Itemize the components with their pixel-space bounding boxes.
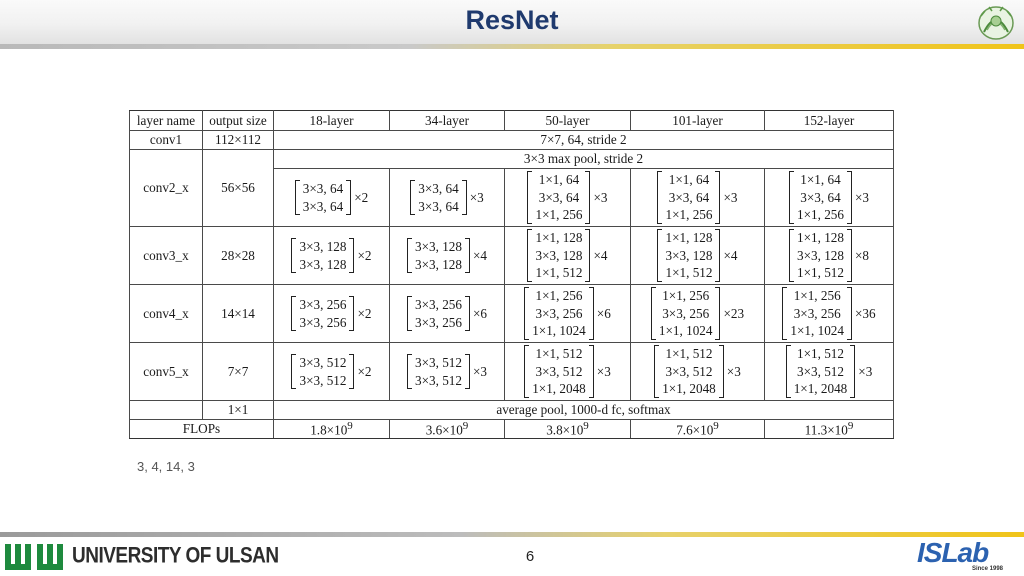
table-row-conv4 xyxy=(130,285,894,343)
bracket-matrix xyxy=(789,171,852,224)
table-row-conv1 xyxy=(130,131,894,150)
block-cell xyxy=(631,169,765,227)
block-line: 3×3, 512 xyxy=(299,355,347,370)
block-spec xyxy=(277,296,386,331)
block-line: 3×3, 64 xyxy=(302,181,344,196)
block-multiplier: ×2 xyxy=(357,363,372,379)
block-line: 3×3, 64 xyxy=(538,189,580,205)
block-spec xyxy=(768,345,890,398)
block-line: 3×3, 256 xyxy=(662,305,710,321)
block-line: 1×1, 256 xyxy=(796,207,844,223)
flops-value: 3.6×10 xyxy=(425,422,463,438)
lab-logo xyxy=(917,538,1017,574)
block-line: 3×3, 64 xyxy=(800,189,841,205)
layer-name-cell xyxy=(130,401,203,420)
block-line: 1×1, 128 xyxy=(535,230,583,246)
bracket-matrix xyxy=(657,171,720,224)
block-cell xyxy=(765,169,894,227)
layer-name-cell: conv5_x xyxy=(130,343,203,401)
pool-spec-cell: 3×3 max pool, stride 2 xyxy=(274,150,894,169)
block-line: 1×1, 64 xyxy=(800,172,841,188)
block-line: 3×3, 64 xyxy=(302,198,344,214)
block-line: 3×3, 128 xyxy=(414,239,462,254)
block-line: 1×1, 1024 xyxy=(790,323,844,339)
flops-cell xyxy=(274,420,390,439)
output-size-cell: 56×56 xyxy=(203,150,274,227)
block-cell xyxy=(765,227,894,285)
table-row-flops xyxy=(130,420,894,439)
block-spec xyxy=(634,287,761,340)
block-line: 1×1, 1024 xyxy=(532,323,586,339)
flops-value: 11.3×10 xyxy=(804,422,848,438)
header-divider xyxy=(0,44,1024,49)
block-line: 1×1, 64 xyxy=(538,172,580,188)
layer-name-cell: conv2_x xyxy=(130,150,203,227)
bracket-matrix xyxy=(654,345,724,398)
bracket-matrix xyxy=(789,229,852,282)
flops-value: 1.8×10 xyxy=(310,422,348,438)
block-cell xyxy=(274,285,390,343)
bracket-matrix xyxy=(407,296,470,331)
column-header: 50-layer xyxy=(505,111,631,131)
block-multiplier: ×3 xyxy=(472,363,488,379)
block-cell xyxy=(765,285,894,343)
bracket-matrix xyxy=(651,287,721,340)
flops-value: 3.8×10 xyxy=(546,422,584,438)
block-multiplier: ×2 xyxy=(354,189,369,205)
university-logo xyxy=(4,541,279,573)
block-cell xyxy=(505,343,631,401)
column-header: 34-layer xyxy=(390,111,505,131)
block-cell xyxy=(631,343,765,401)
flops-exponent: 9 xyxy=(583,420,589,432)
block-spec xyxy=(634,229,761,282)
block-multiplier: ×3 xyxy=(469,189,484,205)
table-row-conv3 xyxy=(130,227,894,285)
flops-exponent: 9 xyxy=(347,420,353,432)
block-spec xyxy=(393,296,501,331)
output-size-cell: 1×1 xyxy=(203,401,274,420)
block-line: 3×3, 128 xyxy=(796,247,844,263)
flops-exponent: 9 xyxy=(713,420,719,432)
output-size-cell: 112×112 xyxy=(203,131,274,150)
block-spec xyxy=(508,287,627,340)
block-line: 1×1, 64 xyxy=(668,172,710,188)
block-line: 1×1, 512 xyxy=(665,346,713,362)
slide-title: ResNet xyxy=(465,5,559,35)
column-header: 18-layer xyxy=(274,111,390,131)
bracket-matrix xyxy=(657,229,720,282)
block-spec xyxy=(393,238,501,273)
block-multiplier: ×36 xyxy=(854,305,876,321)
bracket-matrix xyxy=(527,229,590,282)
block-line: 1×1, 512 xyxy=(796,265,844,281)
block-spec xyxy=(768,229,890,282)
block-spec xyxy=(634,171,761,224)
block-line: 1×1, 2048 xyxy=(532,381,586,397)
block-line: 3×3, 128 xyxy=(299,256,347,272)
lab-name: ISLab xyxy=(917,537,989,568)
block-multiplier: ×3 xyxy=(726,363,741,379)
block-multiplier: ×3 xyxy=(596,363,611,379)
block-spec xyxy=(393,354,501,389)
block-line: 1×1, 128 xyxy=(796,230,844,246)
block-line: 3×3, 128 xyxy=(414,256,462,272)
block-cell xyxy=(390,285,505,343)
bracket-matrix xyxy=(410,180,466,215)
block-line: 3×3, 512 xyxy=(665,363,713,379)
table-row-final xyxy=(130,401,894,420)
block-spec xyxy=(768,171,890,224)
bracket-matrix xyxy=(295,180,351,215)
block-spec xyxy=(277,238,386,273)
table-row-pool xyxy=(130,150,894,169)
column-header: 152-layer xyxy=(765,111,894,131)
block-line: 3×3, 256 xyxy=(414,314,462,330)
block-cell xyxy=(274,343,390,401)
flops-cell xyxy=(505,420,631,439)
bracket-matrix xyxy=(782,287,852,340)
output-size-cell: 7×7 xyxy=(203,343,274,401)
block-cell xyxy=(390,227,505,285)
block-line: 3×3, 256 xyxy=(299,297,347,312)
block-cell xyxy=(274,169,390,227)
block-line: 3×3, 128 xyxy=(535,247,583,263)
block-spec xyxy=(277,180,386,215)
block-multiplier: ×3 xyxy=(854,189,870,205)
block-spec xyxy=(508,345,627,398)
block-line: 1×1, 256 xyxy=(535,207,583,223)
block-multiplier: ×2 xyxy=(357,247,372,263)
block-line: 1×1, 256 xyxy=(665,207,713,223)
block-multiplier: ×3 xyxy=(593,189,608,205)
bracket-matrix xyxy=(407,238,470,273)
block-cell xyxy=(390,169,505,227)
flops-cell xyxy=(765,420,894,439)
bracket-matrix xyxy=(291,238,354,273)
block-cell xyxy=(505,285,631,343)
block-multiplier: ×4 xyxy=(593,247,608,263)
output-size-cell: 14×14 xyxy=(203,285,274,343)
table-row-conv5 xyxy=(130,343,894,401)
block-cell xyxy=(505,227,631,285)
block-line: 1×1, 512 xyxy=(535,265,583,281)
column-header: 101-layer xyxy=(631,111,765,131)
block-multiplier: ×4 xyxy=(472,247,488,263)
block-cell xyxy=(765,343,894,401)
block-multiplier: ×4 xyxy=(723,247,738,263)
block-line: 3×3, 512 xyxy=(414,355,462,370)
flops-cell xyxy=(390,420,505,439)
block-multiplier: ×3 xyxy=(858,363,873,379)
block-spec xyxy=(768,287,890,340)
block-spec xyxy=(634,345,761,398)
block-line: 3×3, 512 xyxy=(535,363,583,379)
layer-name-cell: conv1 xyxy=(130,131,203,150)
block-line: 1×1, 2048 xyxy=(662,381,716,397)
block-line: 3×3, 512 xyxy=(414,372,462,388)
block-line: 3×3, 256 xyxy=(299,314,347,330)
bracket-matrix xyxy=(291,354,354,389)
bracket-matrix xyxy=(291,296,354,331)
conv1-spec-cell: 7×7, 64, stride 2 xyxy=(274,131,894,150)
bracket-matrix xyxy=(527,171,590,224)
block-line: 3×3, 512 xyxy=(796,363,844,379)
block-multiplier: ×6 xyxy=(596,305,611,321)
block-cell xyxy=(631,285,765,343)
block-line: 3×3, 64 xyxy=(668,189,710,205)
block-line: 1×1, 128 xyxy=(665,230,713,246)
bracket-matrix xyxy=(524,287,594,340)
resnet-architecture-table-wrap xyxy=(129,110,894,439)
flops-exponent: 9 xyxy=(462,420,469,432)
block-spec xyxy=(508,171,627,224)
block-multiplier: ×23 xyxy=(723,305,745,321)
page-number: 6 xyxy=(525,548,535,565)
block-multiplier: ×3 xyxy=(723,189,738,205)
resnet-architecture-table xyxy=(129,110,894,439)
footer-divider xyxy=(0,532,1024,537)
final-spec-cell: average pool, 1000-d fc, softmax xyxy=(274,401,894,420)
bracket-matrix xyxy=(407,354,470,389)
block-line: 3×3, 64 xyxy=(418,198,459,214)
block-line: 3×3, 64 xyxy=(418,181,459,196)
block-multiplier: ×8 xyxy=(854,247,870,263)
block-line: 1×1, 256 xyxy=(662,288,710,304)
bracket-matrix xyxy=(524,345,594,398)
flops-value: 7.6×10 xyxy=(676,422,714,438)
block-spec xyxy=(508,229,627,282)
block-line: 1×1, 256 xyxy=(535,288,583,304)
university-mark-icon xyxy=(4,542,66,572)
layer-name-cell: conv4_x xyxy=(130,285,203,343)
block-cell xyxy=(505,169,631,227)
block-line: 3×3, 256 xyxy=(793,305,841,321)
university-emblem-icon xyxy=(975,2,1017,42)
block-cell xyxy=(631,227,765,285)
block-line: 1×1, 512 xyxy=(665,265,713,281)
flops-exponent: 9 xyxy=(847,420,854,432)
layer-name-cell: conv3_x xyxy=(130,227,203,285)
block-line: 1×1, 512 xyxy=(796,346,844,362)
block-spec xyxy=(277,354,386,389)
lab-since: Since 1998 xyxy=(971,566,1003,572)
block-line: 3×3, 512 xyxy=(299,372,347,388)
block-line: 3×3, 256 xyxy=(535,305,583,321)
block-cell xyxy=(274,227,390,285)
block-line: 1×1, 2048 xyxy=(793,381,848,397)
table-header-row xyxy=(130,111,894,131)
university-name: UNIVERSITY OF ULSAN xyxy=(72,544,279,569)
column-header: layer name xyxy=(130,111,203,131)
flops-label-cell: FLOPs xyxy=(130,420,274,439)
output-size-cell: 28×28 xyxy=(203,227,274,285)
slide-note: 3, 4, 14, 3 xyxy=(137,459,195,474)
block-line: 1×1, 256 xyxy=(793,288,841,304)
block-spec xyxy=(393,180,501,215)
block-line: 3×3, 128 xyxy=(665,247,713,263)
column-header: output size xyxy=(203,111,274,131)
block-line: 1×1, 512 xyxy=(535,346,583,362)
block-cell xyxy=(390,343,505,401)
block-multiplier: ×2 xyxy=(357,305,372,321)
bracket-matrix xyxy=(786,345,856,398)
block-multiplier: ×6 xyxy=(472,305,488,321)
block-line: 1×1, 1024 xyxy=(658,323,713,339)
block-line: 3×3, 128 xyxy=(299,239,347,254)
block-line: 3×3, 256 xyxy=(414,297,462,312)
flops-cell xyxy=(631,420,765,439)
